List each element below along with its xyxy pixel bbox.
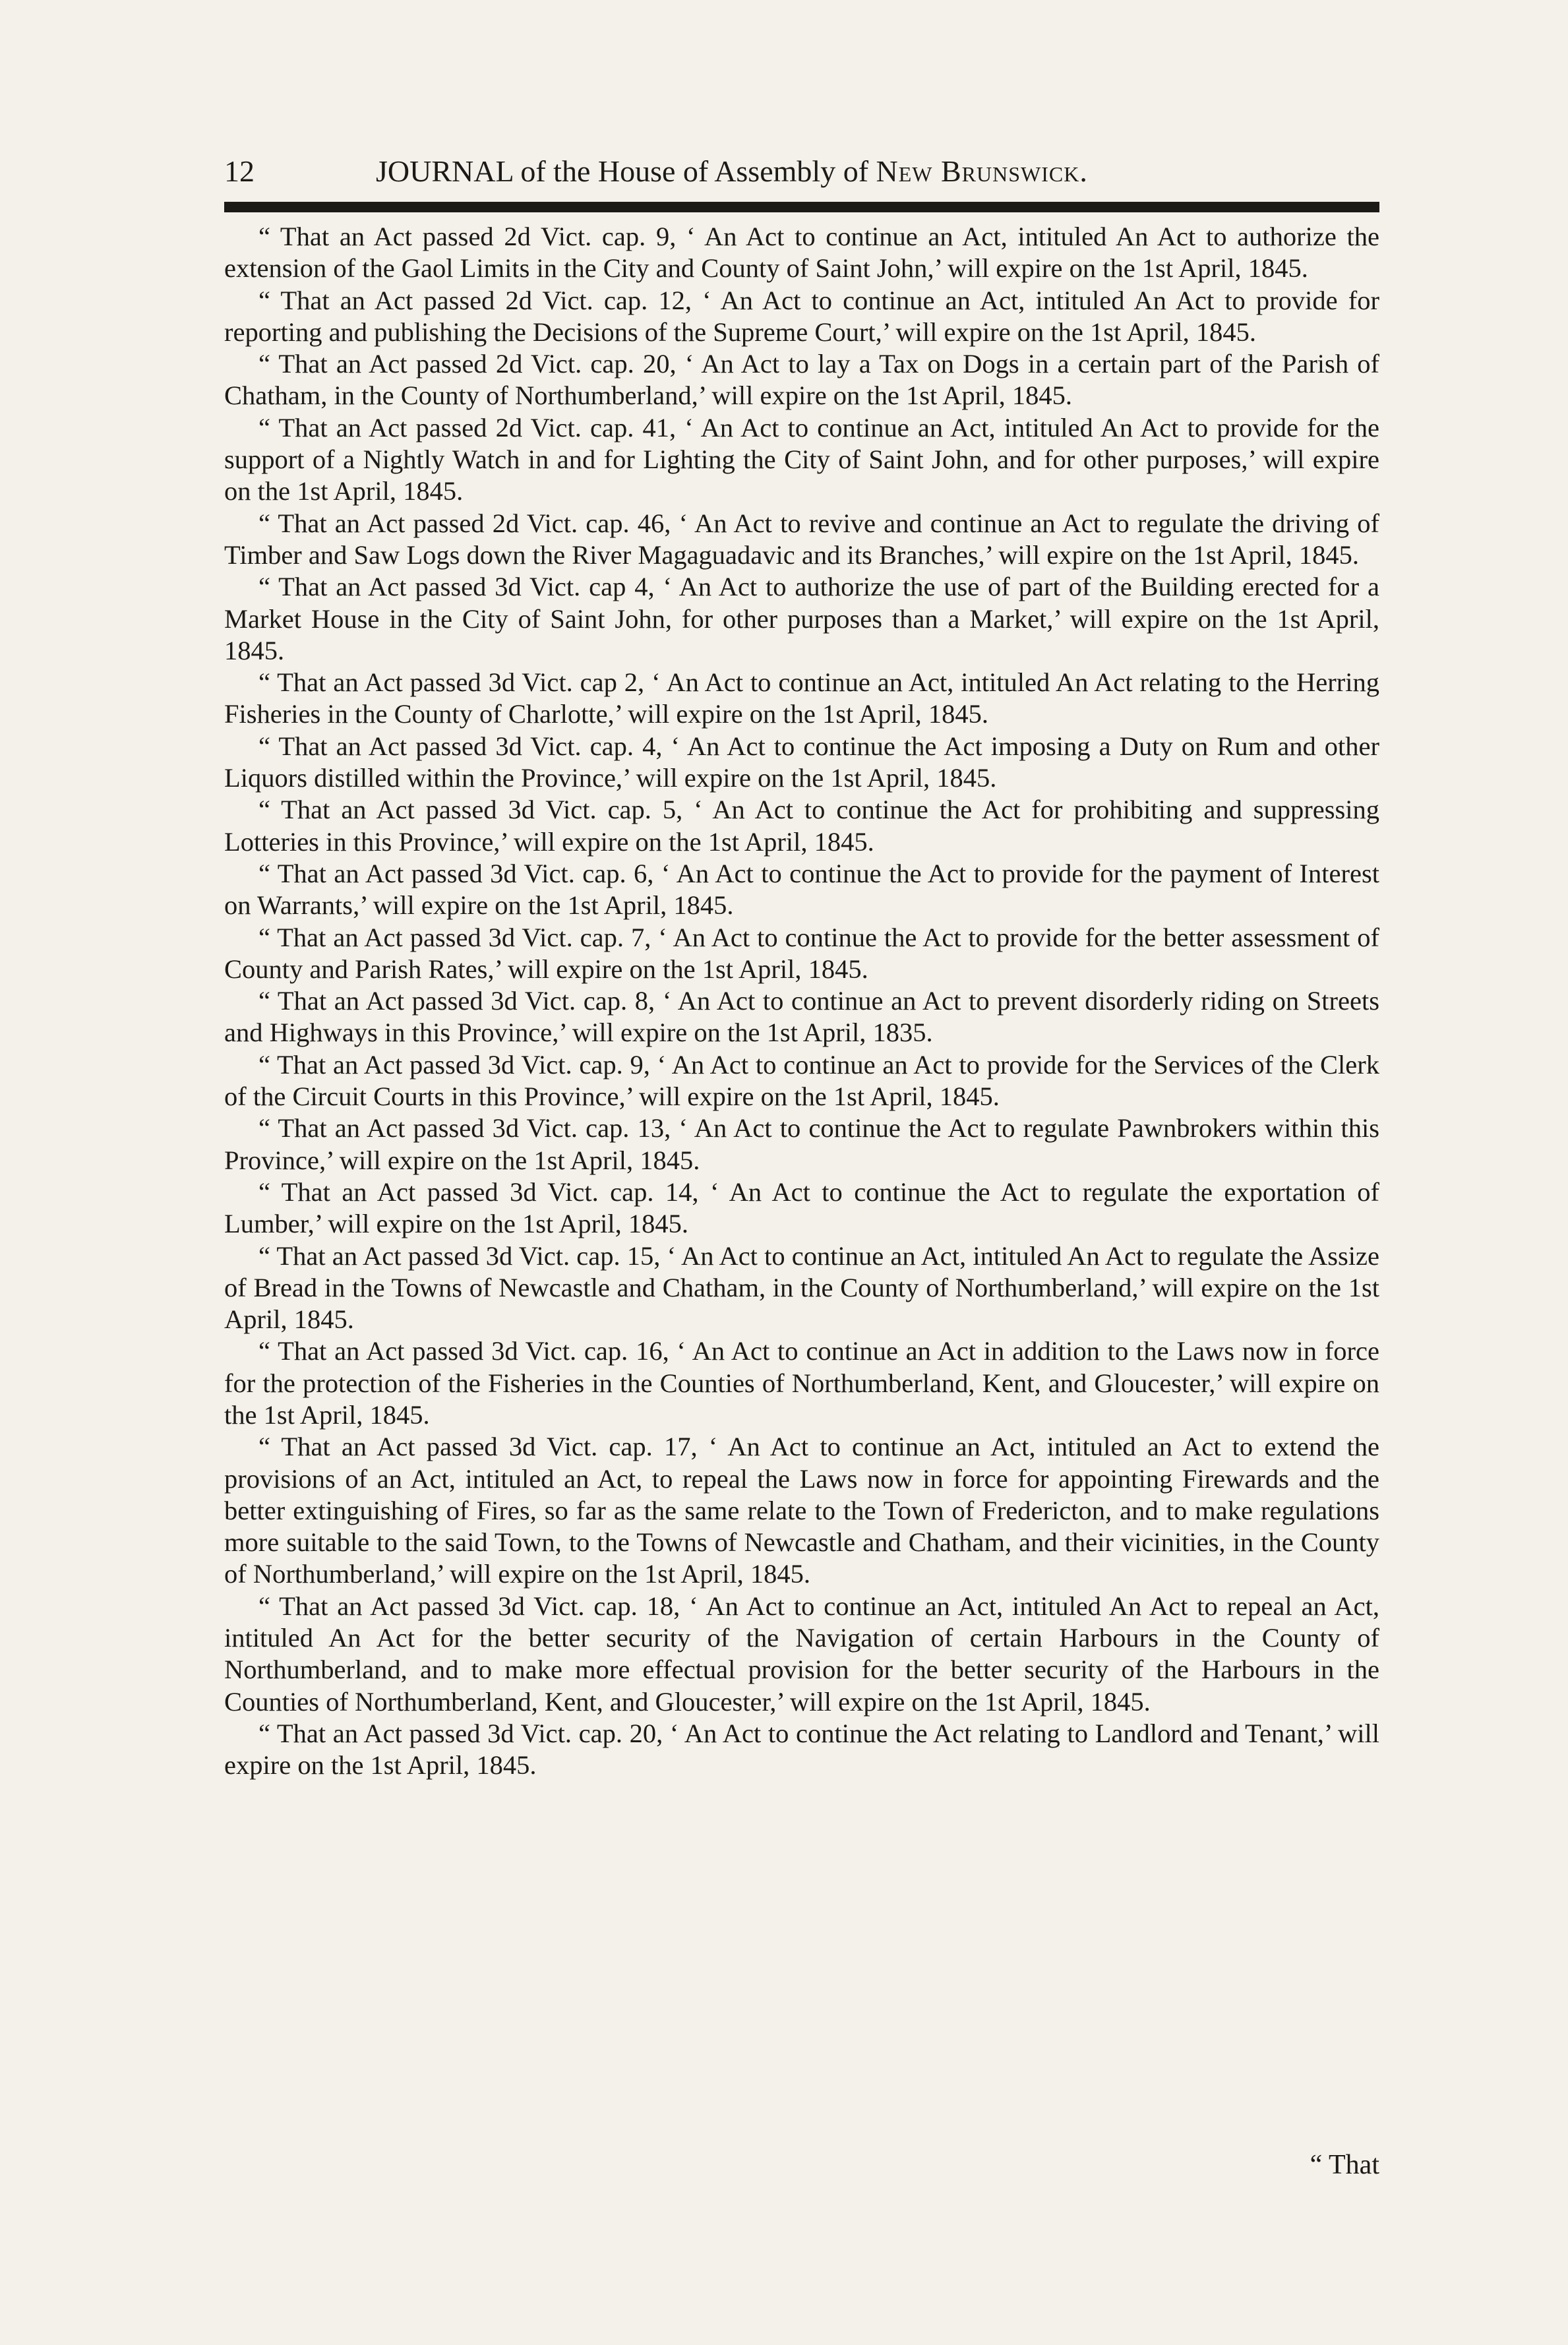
act-paragraph: “ That an Act passed 3d Vict. cap. 17, ‘ An Act to continue an Act, intituled an Act to extend the provisions of an Act, intituled an Act, to repeal the Laws now in force for appointing Firewards and the better extinguishing of Fires, so far as the same relate to the Town of Fredericton, and to make regulations more suitable to the said Town, to the Towns of Newcastle and Chatham, and their vicinities, in the County of Northumberland,’ will expire on the 1st April, 1845.: [224, 1432, 1379, 1589]
act-paragraph: “ That an Act passed 2d Vict. cap. 20, ‘ An Act to lay a Tax on Dogs in a certain part of the Parish of Chatham, in the County of Northumberland,’ will expire on the 1st April, 1845.: [224, 349, 1379, 411]
catchword: “ That: [1310, 2150, 1379, 2180]
act-paragraph: “ That an Act passed 3d Vict. cap 2, ‘ An Act to continue an Act, intituled An Act relating to the Herring Fisheries in the County of Charlotte,’ will expire on the 1st April, 1845.: [224, 667, 1379, 729]
header-title-prefix: JOURNAL of the House of Assembly of: [376, 154, 876, 188]
act-paragraph: “ That an Act passed 3d Vict. cap. 15, ‘ An Act to continue an Act, intituled An Act to regulate the Assize of Bread in the Towns of Newcastle and Chatham, in the County of Northumberland,’ will expire on the 1st April, 1845.: [224, 1240, 1379, 1335]
act-paragraph: “ That an Act passed 2d Vict. cap. 9, ‘ An Act to continue an Act, intituled An Act to authorize the extension of the Gaol Limits in the City and County of Saint John,’ will expire on the 1st April, 1845.: [224, 222, 1379, 284]
act-paragraph: “ That an Act passed 2d Vict. cap. 12, ‘ An Act to continue an Act, intituled An Act to provide for reporting and publishing the Decisions of the Supreme Court,’ will expire on the 1st April, 1845.: [224, 285, 1379, 347]
act-paragraph: “ That an Act passed 2d Vict. cap. 41, ‘ An Act to continue an Act, intituled An Act to provide for the support of a Nightly Watch in and for Lighting the City of Saint John, and for other purposes,’ will expire on the 1st April, 1845.: [224, 412, 1379, 506]
header-title-end: .: [1079, 154, 1087, 188]
act-paragraph: “ That an Act passed 2d Vict. cap. 46, ‘ An Act to revive and continue an Act to regulate the driving of Timber and Saw Logs down the River Magaguadavic and its Branches,’ will expire on the 1st April, 1845.: [224, 508, 1379, 570]
act-paragraph: “ That an Act passed 3d Vict. cap. 6, ‘ An Act to continue the Act to provide for the payment of Interest on Warrants,’ will expire on the 1st April, 1845.: [224, 858, 1379, 921]
act-paragraph: “ That an Act passed 3d Vict. cap. 16, ‘ An Act to continue an Act in addition to the Laws now in force for the protection of the Fisheries in the Counties of Northumberland, Kent, and Gloucester,’ will expire on the 1st April, 1845.: [224, 1336, 1379, 1430]
act-paragraph: “ That an Act passed 3d Vict. cap. 8, ‘ An Act to continue an Act to prevent disorderly riding on Streets and Highways in this Province,’ will expire on the 1st April, 1835.: [224, 986, 1379, 1048]
act-paragraph: “ That an Act passed 3d Vict. cap. 9, ‘ An Act to continue an Act to provide for the Services of the Clerk of the Circuit Courts in this Province,’ will expire on the 1st April, 1845.: [224, 1049, 1379, 1112]
act-paragraph: “ That an Act passed 3d Vict. cap. 14, ‘ An Act to continue the Act to regulate the exportation of Lumber,’ will expire on the 1st April, 1845.: [224, 1176, 1379, 1239]
act-paragraph: “ That an Act passed 3d Vict. cap. 13, ‘ An Act to continue the Act to regulate Pawnbrokers within this Province,’ will expire on the 1st April, 1845.: [224, 1113, 1379, 1175]
act-paragraph: “ That an Act passed 3d Vict. cap. 20, ‘ An Act to continue the Act relating to Landlord and Tenant,’ will expire on the 1st April, 1845.: [224, 1718, 1379, 1781]
header-rule: [224, 202, 1379, 212]
page-number: 12: [224, 154, 255, 188]
act-paragraph: “ That an Act passed 3d Vict. cap. 4, ‘ An Act to continue the Act imposing a Duty on Rum and other Liquors distilled within the Province,’ will expire on the 1st April, 1845.: [224, 731, 1379, 793]
header-title-province: New Brunswick: [876, 154, 1080, 188]
running-header: [224, 153, 1378, 190]
act-paragraph: “ That an Act passed 3d Vict. cap. 5, ‘ An Act to continue the Act for prohibiting and suppressing Lotteries in this Province,’ will expire on the 1st April, 1845.: [224, 795, 1379, 857]
journal-body: [224, 221, 1379, 1782]
act-paragraph: “ That an Act passed 3d Vict. cap. 18, ‘ An Act to continue an Act, intituled An Act to repeal an Act, intituled An Act for the better security of the Navigation of certain Harbours in the County of Northumberland, and to make more effectual provision for the better security of the Harbours in the Counties of Northumberland, Kent, and Gloucester,’ will expire on the 1st April, 1845.: [224, 1591, 1379, 1717]
act-paragraph: “ That an Act passed 3d Vict. cap. 7, ‘ An Act to continue the Act to provide for the better assessment of County and Parish Rates,’ will expire on the 1st April, 1845.: [224, 922, 1379, 984]
act-paragraph: “ That an Act passed 3d Vict. cap 4, ‘ An Act to authorize the use of part of the Building erected for a Market House in the City of Saint John, for other purposes than a Market,’ will expire on the 1st April, 1845.: [224, 572, 1379, 665]
